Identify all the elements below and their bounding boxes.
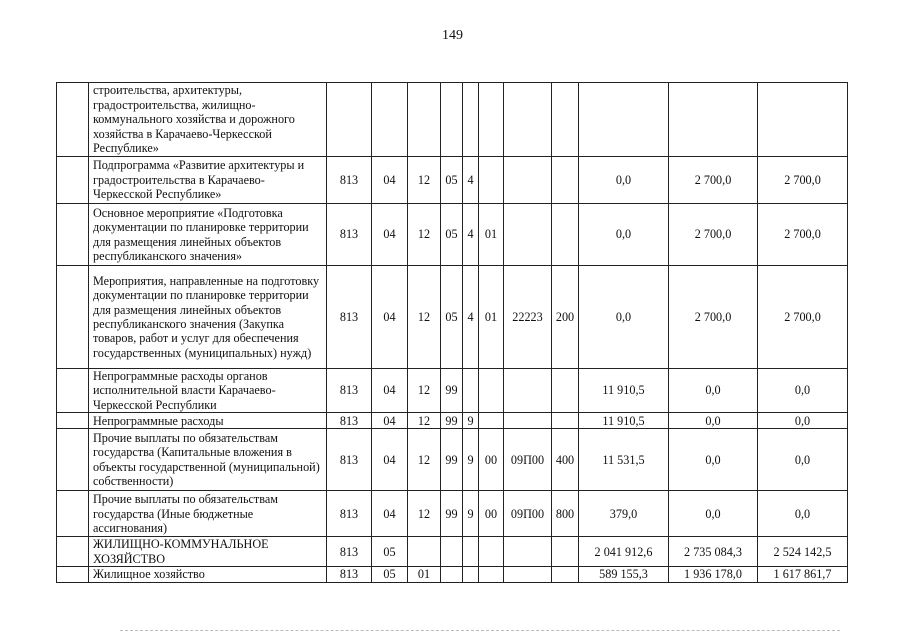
table-row [57, 266, 848, 369]
amount-year2-cell: 2 700,0 [669, 266, 758, 369]
amount-year1-cell: 589 155,3 [579, 567, 669, 582]
amount-year1-cell [579, 83, 669, 157]
amount-year2-cell: 0,0 [669, 369, 758, 413]
amount-year2-cell: 0,0 [669, 429, 758, 491]
amount-year2-cell [669, 83, 758, 157]
table-row [57, 369, 848, 413]
ved-code-cell: 813 [327, 567, 372, 582]
row-name-cell: Непрограммные расходы органов исполнительной власти Карачаево-Черкесской Республики [89, 369, 327, 413]
amount-year2-cell: 2 700,0 [669, 204, 758, 266]
amount-year3-cell: 2 700,0 [758, 204, 848, 266]
table-row [57, 537, 848, 567]
ved-code-cell [327, 83, 372, 157]
amount-year3-cell: 1 617 861,7 [758, 567, 848, 582]
target-article-part3-cell [479, 537, 504, 567]
section-code-cell: 04 [372, 491, 408, 537]
target-article-part1-cell: 05 [441, 266, 463, 369]
target-article-part3-cell [479, 369, 504, 413]
row-name-cell: Мероприятия, направленные на подготовку документации по планировке территории для размещения линейных объектов республиканского значения (Закупка товаров, работ и услуг для обеспечения государственных (муниципальных) нужд) [89, 266, 327, 369]
target-article-part2-cell [463, 567, 479, 582]
target-article-part3-cell: 00 [479, 491, 504, 537]
subsection-code-cell: 12 [408, 369, 441, 413]
target-article-part1-cell: 99 [441, 429, 463, 491]
blank-margin-cell [57, 567, 89, 582]
expense-type-cell: 200 [552, 266, 579, 369]
amount-year1-cell: 11 531,5 [579, 429, 669, 491]
amount-year3-cell: 0,0 [758, 413, 848, 429]
target-article-part4-cell [504, 369, 552, 413]
table-row [57, 83, 848, 157]
target-article-part2-cell [463, 83, 479, 157]
target-article-part4-cell: 09П00 [504, 429, 552, 491]
target-article-part1-cell: 99 [441, 413, 463, 429]
amount-year3-cell: 2 524 142,5 [758, 537, 848, 567]
subsection-code-cell [408, 537, 441, 567]
blank-margin-cell [57, 204, 89, 266]
target-article-part1-cell [441, 83, 463, 157]
amount-year3-cell: 2 700,0 [758, 266, 848, 369]
blank-margin-cell [57, 369, 89, 413]
section-code-cell: 04 [372, 369, 408, 413]
expense-type-cell [552, 567, 579, 582]
ved-code-cell: 813 [327, 204, 372, 266]
blank-margin-cell [57, 83, 89, 157]
budget-table [56, 82, 848, 583]
target-article-part2-cell: 9 [463, 491, 479, 537]
target-article-part3-cell [479, 83, 504, 157]
target-article-part1-cell: 99 [441, 369, 463, 413]
target-article-part1-cell [441, 567, 463, 582]
amount-year1-cell: 0,0 [579, 266, 669, 369]
target-article-part2-cell: 4 [463, 266, 479, 369]
target-article-part4-cell [504, 413, 552, 429]
target-article-part3-cell: 01 [479, 204, 504, 266]
target-article-part3-cell [479, 157, 504, 204]
amount-year1-cell: 379,0 [579, 491, 669, 537]
ved-code-cell: 813 [327, 369, 372, 413]
expense-type-cell: 800 [552, 491, 579, 537]
subsection-code-cell: 12 [408, 204, 441, 266]
target-article-part2-cell: 4 [463, 204, 479, 266]
target-article-part3-cell: 01 [479, 266, 504, 369]
target-article-part1-cell: 99 [441, 491, 463, 537]
blank-margin-cell [57, 537, 89, 567]
target-article-part4-cell: 09П00 [504, 491, 552, 537]
row-name-cell: Жилищное хозяйство [89, 567, 327, 582]
subsection-code-cell: 12 [408, 413, 441, 429]
target-article-part2-cell [463, 537, 479, 567]
target-article-part2-cell: 9 [463, 413, 479, 429]
target-article-part4-cell: 22223 [504, 266, 552, 369]
subsection-code-cell: 12 [408, 157, 441, 204]
expense-type-cell [552, 369, 579, 413]
blank-margin-cell [57, 413, 89, 429]
ved-code-cell: 813 [327, 266, 372, 369]
target-article-part2-cell: 4 [463, 157, 479, 204]
expense-type-cell [552, 83, 579, 157]
amount-year3-cell: 2 700,0 [758, 157, 848, 204]
row-name-cell: ЖИЛИЩНО-КОММУНАЛЬНОЕ ХОЗЯЙСТВО [89, 537, 327, 567]
row-name-cell: Основное мероприятие «Подготовка документации по планировке территории для размещения линейных объектов республиканского значения» [89, 204, 327, 266]
amount-year1-cell: 11 910,5 [579, 413, 669, 429]
section-code-cell: 04 [372, 266, 408, 369]
blank-margin-cell [57, 157, 89, 204]
row-name-cell: Непрограммные расходы [89, 413, 327, 429]
target-article-part1-cell [441, 537, 463, 567]
subsection-code-cell: 12 [408, 266, 441, 369]
row-name-cell: строительства, архитектуры, градостроительства, жилищно-коммунального хозяйства и дорожного хозяйства в Карачаево-Черкесской Республике» [89, 83, 327, 157]
ved-code-cell: 813 [327, 429, 372, 491]
target-article-part4-cell [504, 567, 552, 582]
amount-year3-cell [758, 83, 848, 157]
target-article-part3-cell: 00 [479, 429, 504, 491]
target-article-part1-cell: 05 [441, 204, 463, 266]
row-name-cell: Прочие выплаты по обязательствам государства (Капитальные вложения в объекты государственной (муниципальной) собственности) [89, 429, 327, 491]
expense-type-cell [552, 537, 579, 567]
ved-code-cell: 813 [327, 413, 372, 429]
expense-type-cell: 400 [552, 429, 579, 491]
page-bottom-line [120, 630, 840, 631]
amount-year1-cell: 0,0 [579, 204, 669, 266]
table-row [57, 567, 848, 582]
ved-code-cell: 813 [327, 491, 372, 537]
amount-year2-cell: 0,0 [669, 413, 758, 429]
blank-margin-cell [57, 491, 89, 537]
amount-year1-cell: 0,0 [579, 157, 669, 204]
target-article-part1-cell: 05 [441, 157, 463, 204]
expense-type-cell [552, 413, 579, 429]
blank-margin-cell [57, 429, 89, 491]
table-row [57, 413, 848, 429]
page-number: 149 [442, 28, 463, 43]
table-row [57, 491, 848, 537]
amount-year1-cell: 2 041 912,6 [579, 537, 669, 567]
amount-year2-cell: 2 735 084,3 [669, 537, 758, 567]
table-row [57, 204, 848, 266]
row-name-cell: Подпрограмма «Развитие архитектуры и градостроительства в Карачаево-Черкесской Республике» [89, 157, 327, 204]
row-name-cell: Прочие выплаты по обязательствам государства (Иные бюджетные ассигнования) [89, 491, 327, 537]
expense-type-cell [552, 157, 579, 204]
subsection-code-cell: 01 [408, 567, 441, 582]
ved-code-cell: 813 [327, 537, 372, 567]
expense-type-cell [552, 204, 579, 266]
amount-year2-cell: 1 936 178,0 [669, 567, 758, 582]
section-code-cell: 04 [372, 429, 408, 491]
target-article-part3-cell [479, 413, 504, 429]
subsection-code-cell: 12 [408, 491, 441, 537]
section-code-cell [372, 83, 408, 157]
target-article-part2-cell [463, 369, 479, 413]
amount-year3-cell: 0,0 [758, 491, 848, 537]
ved-code-cell: 813 [327, 157, 372, 204]
section-code-cell: 04 [372, 157, 408, 204]
amount-year2-cell: 0,0 [669, 491, 758, 537]
amount-year3-cell: 0,0 [758, 369, 848, 413]
section-code-cell: 04 [372, 413, 408, 429]
amount-year2-cell: 2 700,0 [669, 157, 758, 204]
section-code-cell: 05 [372, 537, 408, 567]
target-article-part4-cell [504, 157, 552, 204]
target-article-part2-cell: 9 [463, 429, 479, 491]
target-article-part4-cell [504, 537, 552, 567]
target-article-part4-cell [504, 204, 552, 266]
subsection-code-cell [408, 83, 441, 157]
section-code-cell: 05 [372, 567, 408, 582]
target-article-part3-cell [479, 567, 504, 582]
table-row [57, 429, 848, 491]
amount-year3-cell: 0,0 [758, 429, 848, 491]
amount-year1-cell: 11 910,5 [579, 369, 669, 413]
blank-margin-cell [57, 266, 89, 369]
section-code-cell: 04 [372, 204, 408, 266]
table-row [57, 157, 848, 204]
target-article-part4-cell [504, 83, 552, 157]
subsection-code-cell: 12 [408, 429, 441, 491]
